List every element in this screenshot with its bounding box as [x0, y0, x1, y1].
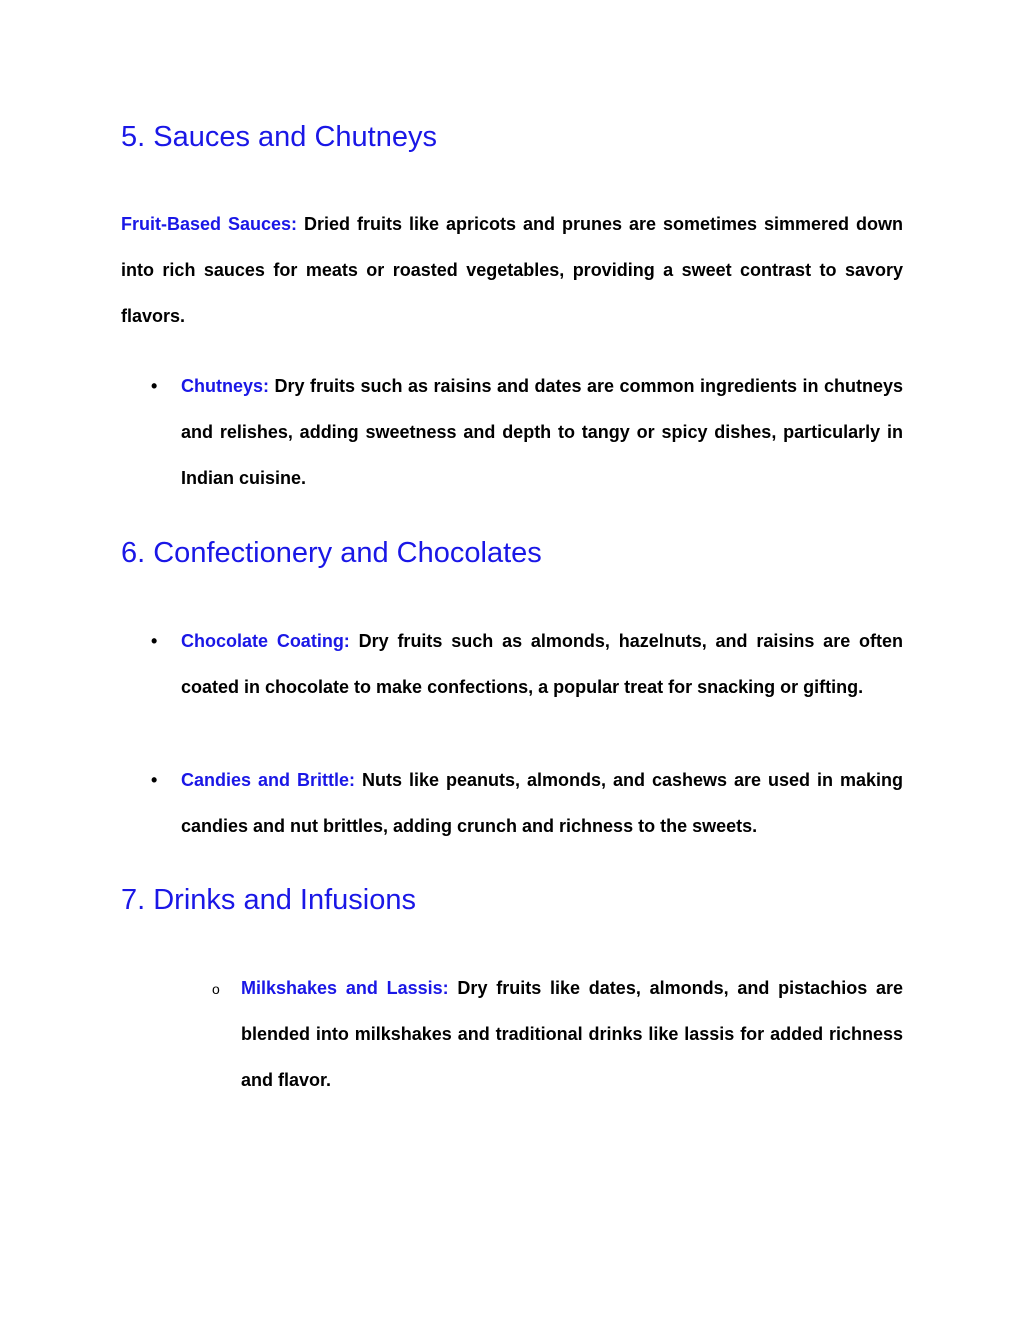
bullet-marker: •	[151, 631, 158, 651]
list-item-candies-brittle	[181, 757, 903, 849]
list-item-milkshakes-lassis	[241, 965, 903, 1103]
lead-term: Fruit-Based Sauces:	[121, 214, 298, 234]
list-item-text: Dry fruits such as almonds, hazelnuts, and raisins are often coated in chocolate to make confections, a popular treat for snacking or gifting.	[181, 631, 904, 697]
lead-term: Milkshakes and Lassis:	[241, 978, 449, 998]
bullet-marker: •	[151, 770, 158, 790]
lead-term: Chocolate Coating:	[181, 631, 350, 651]
paragraph-fruit-based-sauces	[121, 201, 903, 339]
bullet-marker: •	[151, 376, 158, 396]
section-heading-drinks-infusions: 7. Drinks and Infusions	[121, 884, 416, 916]
section-heading-confectionery-chocolates: 6. Confectionery and Chocolates	[121, 537, 542, 569]
lead-term: Chutneys:	[181, 376, 270, 396]
paragraph-text: Dried fruits like apricots and prunes are sometimes simmered down into rich sauces for meats or roasted vegetables, providing a sweet contrast to savory flavors.	[121, 214, 903, 326]
list-item-text: Dry fruits like dates, almonds, and pistachios are blended into milkshakes and traditional drinks like lassis for added richness and flavor.	[241, 978, 904, 1090]
list-item-text: Nuts like peanuts, almonds, and cashews are used in making candies and nut brittles, adding crunch and richness to the sweets.	[181, 770, 903, 836]
list-item-chocolate-coating	[181, 618, 903, 710]
list-item-text: Dry fruits such as raisins and dates are common ingredients in chutneys and relishes, adding sweetness and depth to tangy or spicy dishes, particularly in Indian cuisine.	[181, 376, 903, 488]
lead-term: Candies and Brittle:	[181, 770, 355, 790]
list-item-chutneys	[181, 363, 903, 501]
circle-bullet-marker: o	[212, 981, 220, 997]
section-heading-sauces-chutneys: 5. Sauces and Chutneys	[121, 121, 437, 153]
